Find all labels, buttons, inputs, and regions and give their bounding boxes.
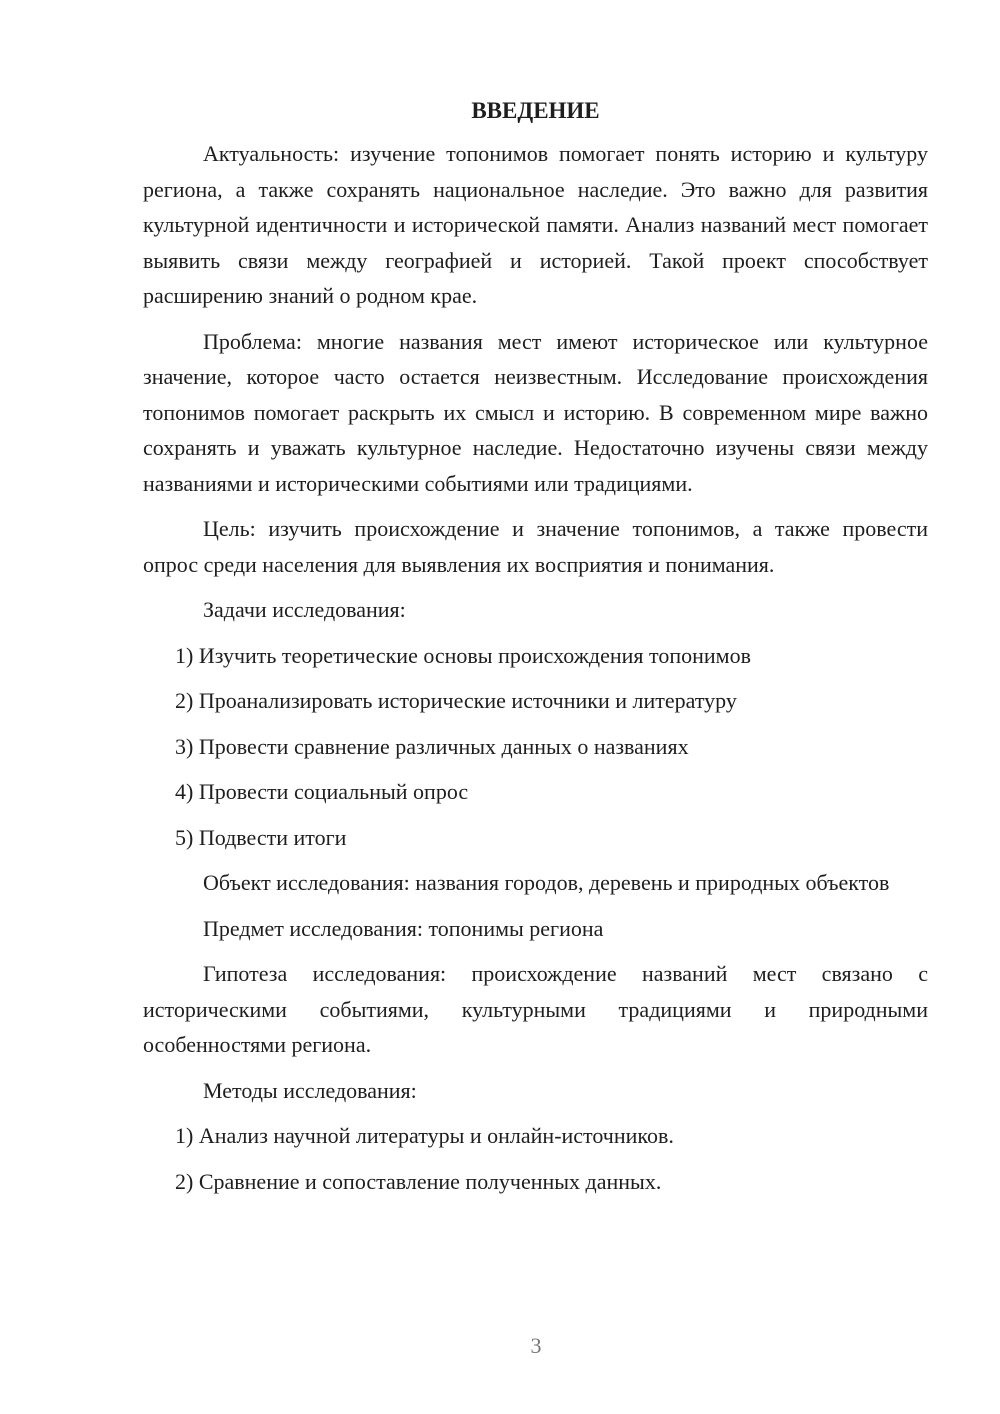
method-item: 2) Сравнение и сопоставление полученных данных. <box>175 1168 662 1194</box>
task-item: 4) Провести социальный опрос <box>175 779 469 804</box>
task-item: 3) Провести сравнение различных данных о названиях <box>175 733 689 759</box>
goal-paragraph: Цель: изучить происхождение и значение топонимов, а также провести опрос среди населения для выявления их восприятия и понимания. <box>143 516 928 577</box>
tasks-heading: Задачи исследования: <box>203 597 406 622</box>
hypothesis-paragraph: Гипотеза исследования: происхождение названий мест связано с историческими событиями, культурными традициями и природными особенностями региона. <box>143 961 928 1057</box>
document-page <box>143 96 928 1199</box>
task-item: 5) Подвести итоги <box>175 824 347 850</box>
problem-paragraph: Проблема: многие названия мест имеют историческое или культурное значение, которое часто остается неизвестным. Исследование происхождения топонимов помогает раскрыть их смысл и историю. В современном мире важно сохранять и уважать культурное наследие. Недостаточно изучены связи между названиями и историческими событиями или традициями. <box>143 328 928 496</box>
subject-paragraph: Предмет исследования: топонимы региона <box>203 915 604 941</box>
section-heading: ВВЕДЕНИЕ <box>471 98 600 123</box>
page-number: 3 <box>530 1333 542 1358</box>
task-item: 2) Проанализировать исторические источники и литературу <box>175 688 737 713</box>
task-item: 1) Изучить теоретические основы происхождения топонимов <box>175 642 751 668</box>
object-paragraph: Объект исследования: названия городов, деревень и природных объектов <box>203 870 890 895</box>
method-item: 1) Анализ научной литературы и онлайн-источников. <box>175 1123 674 1148</box>
methods-heading: Методы исследования: <box>203 1077 417 1103</box>
relevance-paragraph: Актуальность: изучение топонимов помогает понять историю и культуру региона, а также сохранять национальное наследие. Это важно для развития культурной идентичности и исторической памяти. Анализ названий мест помогает выявить связи между географией и историей. Такой проект способствует расширению знаний о родном крае. <box>143 141 928 308</box>
